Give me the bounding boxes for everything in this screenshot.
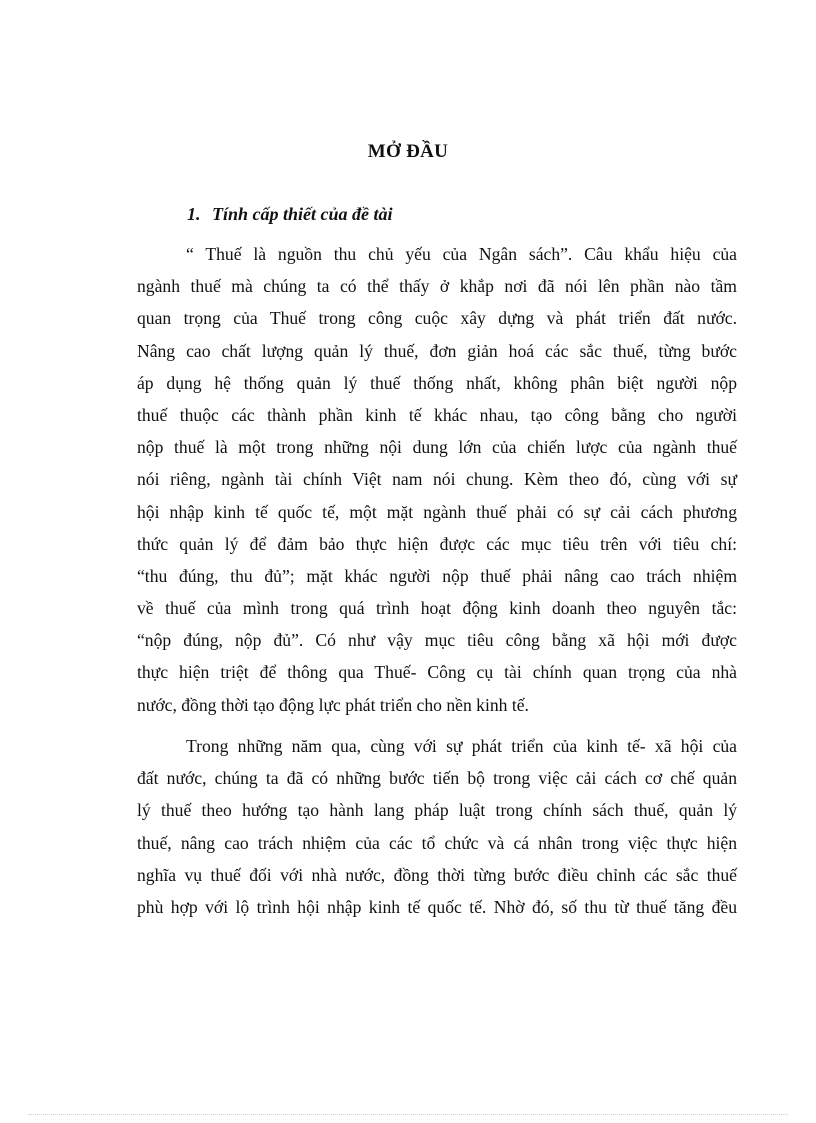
paragraph-line: Nâng cao chất lượng quản lý thuế, đơn giản hoá các sắc thuế, từng bước — [137, 340, 737, 361]
paragraph-line: phù hợp với lộ trình hội nhập kinh tế quốc tế. Nhờ đó, số thu từ thuế tăng đều — [137, 896, 737, 917]
paragraph-line: “nộp đúng, nộp đủ”. Có như vậy mục tiêu công bằng xã hội mới được — [137, 630, 737, 651]
paragraph-line: nghĩa vụ thuế đối với nhà nước, đồng thời từng bước điều chỉnh các sắc thuế — [137, 864, 737, 885]
paragraph-line: nói riêng, ngành tài chính Việt nam nói chung. Kèm theo đó, cùng với sự — [137, 469, 737, 490]
page-bottom-divider — [28, 1114, 788, 1115]
paragraph-line: nước, đồng thời tạo động lực phát triển cho nền kinh tế. — [137, 694, 529, 715]
paragraph-line: đất nước, chúng ta đã có những bước tiến bộ trong việc cải cách cơ chế quản — [137, 768, 737, 789]
paragraph-line: nộp thuế là một trong những nội dung lớn của chiến lược của ngành thuế — [137, 437, 737, 458]
paragraph-line: áp dụng hệ thống quản lý thuế thống nhất, không phân biệt người nộp — [137, 372, 737, 393]
paragraph-line: “ Thuế là nguồn thu chủ yếu của Ngân sách”. Câu khẩu hiệu của — [186, 244, 737, 264]
section-number: 1. — [187, 204, 201, 224]
paragraph-line: quan trọng của Thuế trong công cuộc xây dựng và phát triển đất nước. — [137, 308, 737, 329]
paragraph-line: về thuế của mình trong quá trình hoạt động kinh doanh theo nguyên tắc: — [137, 598, 737, 619]
paragraph-line: thức quản lý để đảm bảo thực hiện được các mục tiêu trên với tiêu chí: — [137, 533, 737, 554]
paragraph-line: Trong những năm qua, cùng với sự phát triển của kinh tế- xã hội của — [186, 736, 737, 756]
paragraph-line: hội nhập kinh tế quốc tế, một mặt ngành thuế phải có sự cải cách phương — [137, 501, 737, 522]
paragraph-line: thuế thuộc các thành phần kinh tế khác nhau, tạo công bằng cho người — [137, 404, 737, 425]
page-title: MỞ ĐẦU — [367, 141, 449, 162]
paragraph-1 — [137, 238, 737, 721]
paragraph-line: ngành thuế mà chúng ta có thể thấy ở khắp nơi đã nói lên phần nào tầm — [137, 276, 737, 297]
section-heading-text: Tính cấp thiết của đề tài — [212, 204, 393, 224]
section-heading — [187, 204, 393, 225]
paragraph-line: thực hiện triệt để thông qua Thuế- Công cụ tài chính quan trọng của nhà — [137, 662, 737, 683]
paragraph-2 — [137, 730, 737, 923]
paragraph-line: “thu đúng, thu đủ”; mặt khác người nộp thuế phải nâng cao trách nhiệm — [137, 565, 737, 586]
paragraph-line: thuế, nâng cao trách nhiệm của các tổ chức và cá nhân trong việc thực hiện — [137, 832, 737, 853]
paragraph-line: lý thuế theo hướng tạo hành lang pháp luật trong chính sách thuế, quản lý — [137, 800, 737, 821]
